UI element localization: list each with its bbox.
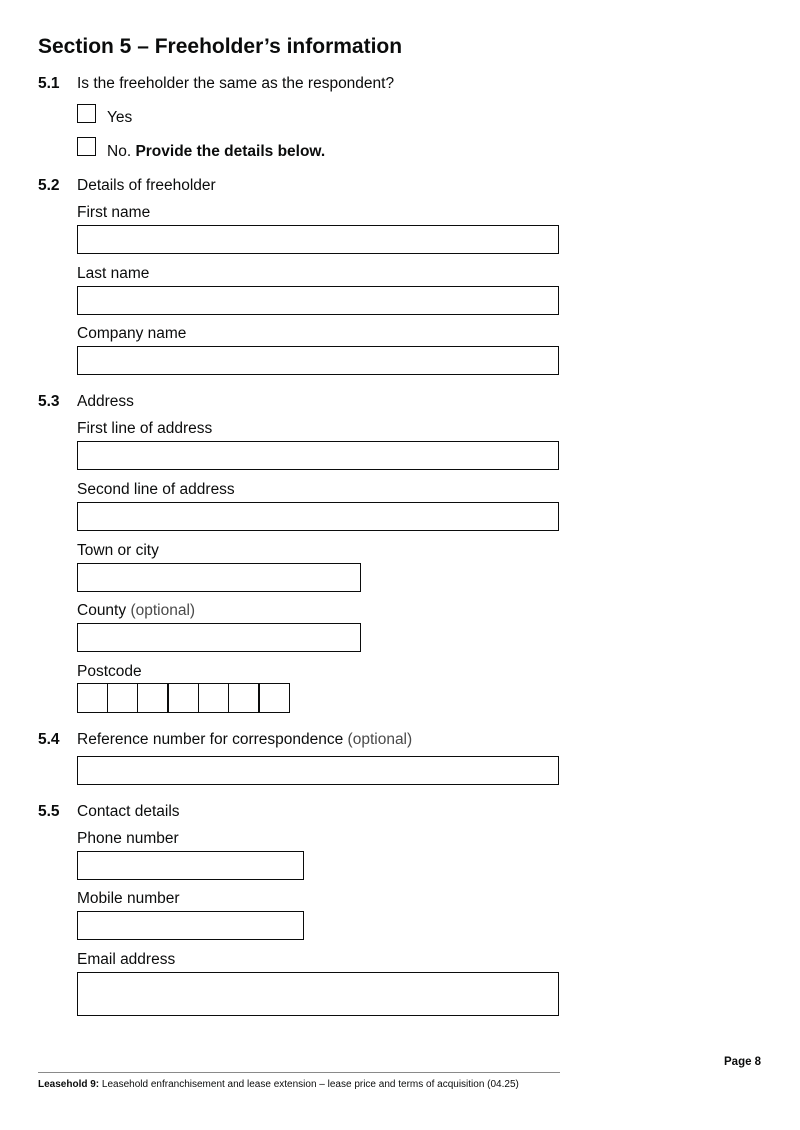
address-line1-field[interactable] [77, 441, 559, 470]
no-option-instruction: Provide the details below. [135, 143, 326, 160]
question-number-5-2: 5.2 [38, 177, 60, 194]
no-checkbox[interactable] [77, 137, 96, 156]
address-line2-field[interactable] [77, 502, 559, 531]
page-number: Page 8 [724, 1056, 762, 1068]
county-label-text: County [77, 602, 127, 619]
company-name-field[interactable] [77, 346, 559, 375]
no-option-label [107, 143, 325, 161]
footer-form-name: Leasehold 9: [38, 1079, 100, 1090]
county-field[interactable] [77, 623, 361, 652]
postcode-char-box[interactable] [228, 683, 259, 713]
last-name-label: Last name [77, 265, 150, 282]
reference-number-field[interactable] [77, 756, 559, 785]
footer-text [38, 1079, 519, 1090]
footer-divider [38, 1072, 560, 1073]
reference-label-text: Reference number for correspondence [77, 731, 344, 748]
mobile-field[interactable] [77, 911, 304, 940]
company-name-label: Company name [77, 325, 187, 342]
postcode-char-box[interactable] [168, 683, 199, 713]
section-title: Section 5 – Freeholder’s information [38, 35, 403, 58]
question-5-4-text [77, 731, 412, 749]
county-label [77, 602, 195, 620]
county-optional-hint: (optional) [130, 602, 196, 619]
town-field[interactable] [77, 563, 361, 592]
first-name-label: First name [77, 204, 151, 221]
question-number-5-5: 5.5 [38, 803, 60, 820]
town-label: Town or city [77, 542, 159, 559]
question-5-2-text: Details of freeholder [77, 177, 216, 194]
postcode-char-box[interactable] [107, 683, 138, 713]
reference-optional-hint: (optional) [347, 731, 413, 748]
postcode-char-box[interactable] [137, 683, 168, 713]
footer-form-description: Leasehold enfranchisement and lease extension – lease price and terms of acquisition (04.25) [101, 1079, 519, 1090]
postcode-char-box[interactable] [259, 683, 290, 713]
last-name-field[interactable] [77, 286, 559, 315]
first-name-field[interactable] [77, 225, 559, 254]
question-5-3-text: Address [77, 393, 134, 410]
email-field[interactable] [77, 972, 559, 1016]
postcode-char-box[interactable] [198, 683, 229, 713]
question-number-5-3: 5.3 [38, 393, 60, 410]
question-number-5-4: 5.4 [38, 731, 60, 748]
yes-option-label: Yes [107, 109, 133, 126]
question-number-5-1: 5.1 [38, 75, 60, 92]
postcode-char-box[interactable] [77, 683, 108, 713]
postcode-label: Postcode [77, 663, 142, 680]
address-line2-label: Second line of address [77, 481, 235, 498]
question-5-5-text: Contact details [77, 803, 180, 820]
yes-checkbox[interactable] [77, 104, 96, 123]
mobile-label: Mobile number [77, 890, 180, 907]
address-line1-label: First line of address [77, 420, 213, 437]
phone-label: Phone number [77, 830, 179, 847]
question-5-1-text: Is the freeholder the same as the respondent? [77, 75, 395, 92]
postcode-field[interactable] [77, 683, 290, 713]
no-option-prefix: No. [107, 143, 132, 160]
email-label: Email address [77, 951, 176, 968]
phone-field[interactable] [77, 851, 304, 880]
